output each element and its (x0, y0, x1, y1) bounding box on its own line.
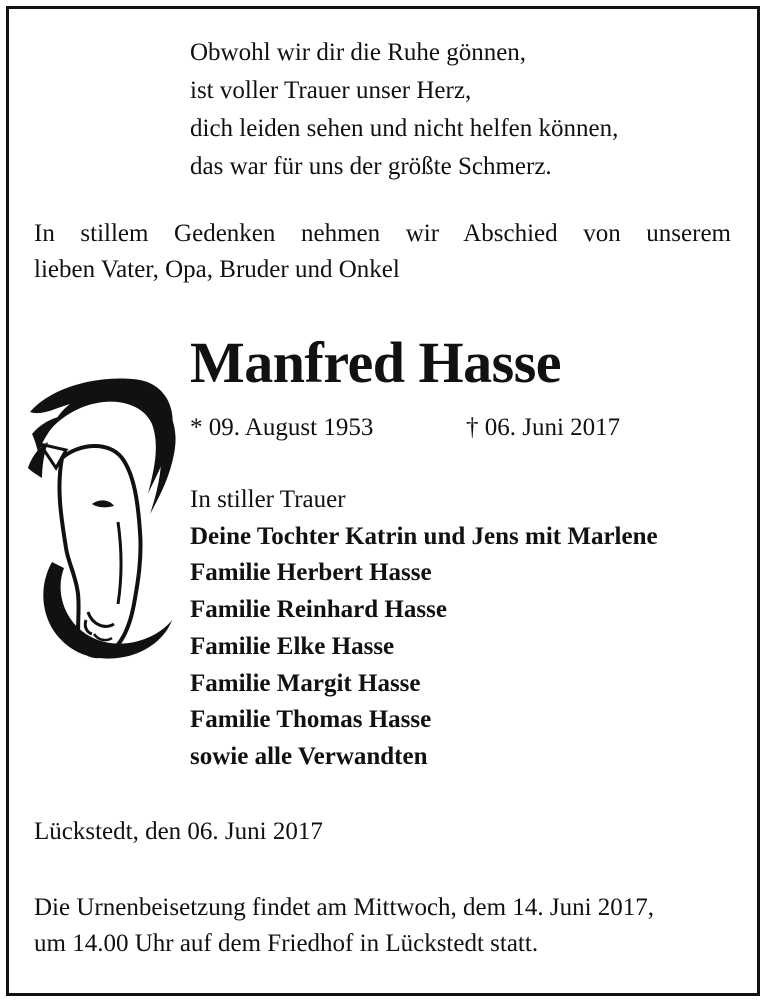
mourner-name: Familie Thomas Hasse (190, 706, 432, 734)
poem-line: Obwohl wir dir die Ruhe gönnen, (190, 39, 527, 66)
mourners-heading: In stiller Trauer (190, 486, 346, 513)
horse-head-crescent-icon (22, 372, 184, 672)
mourners-list (190, 482, 658, 776)
mourner-name: Familie Herbert Hasse (190, 559, 432, 587)
burial-notice (34, 890, 654, 962)
poem-line: das war für uns der größte Schmerz. (190, 153, 552, 180)
intro-text (34, 216, 731, 288)
burial-line: um 14.00 Uhr auf dem Friedhof in Lückstedt statt. (34, 930, 539, 957)
poem (190, 34, 618, 186)
life-dates (190, 410, 621, 446)
mourner-name: Familie Margit Hasse (190, 669, 421, 697)
deceased-name: Manfred Hasse (190, 330, 562, 395)
mourner-name: Familie Elke Hasse (190, 632, 395, 660)
birth-date: * 09. August 1953 (190, 414, 374, 441)
mourner-name: Familie Reinhard Hasse (190, 596, 447, 624)
death-date: † 06. Juni 2017 (466, 414, 621, 441)
poem-line: ist voller Trauer unser Herz, (190, 77, 472, 104)
intro-line: lieben Vater, Opa, Bruder und Onkel (34, 256, 400, 283)
mourner-name: Deine Tochter Katrin und Jens mit Marlene (190, 522, 658, 550)
poem-line: dich leiden sehen und nicht helfen können, (190, 115, 619, 142)
place-and-date: Lückstedt, den 06. Juni 2017 (34, 818, 323, 845)
intro-line: In stillem Gedenken nehmen wir Abschied von unserem (34, 220, 731, 247)
mourner-name: sowie alle Verwandten (190, 742, 428, 770)
burial-line: Die Urnenbeisetzung findet am Mittwoch, dem 14. Juni 2017, (34, 894, 655, 921)
